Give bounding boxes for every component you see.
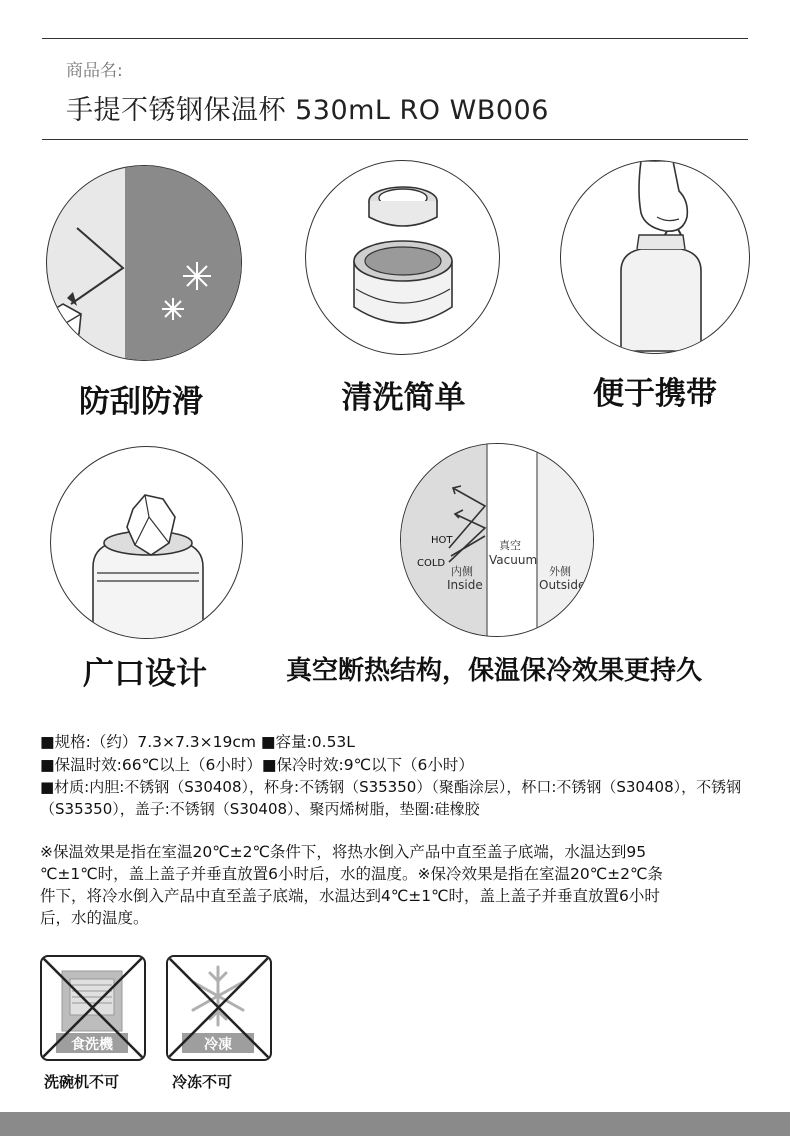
vacuum-insulation-icon [400,443,594,637]
note-line-2: ℃±1℃时，盖上盖子并垂直放置6小时后，水的温度。※保冷效果是指在室温20℃±2℃条 [40,865,663,883]
dishwasher-icon-text: 食洗機 [71,1037,113,1053]
vacuum-en-label: Vacuum [489,553,538,567]
footer-bar [0,1112,790,1136]
note-line-4: 后，水的温度。 [40,909,149,927]
inside-cn-label: 内侧 [451,565,473,578]
feature-label-clean: 清洗简单 [341,380,466,416]
feature-label-vacuum: 真空断热结构，保温保冷效果更持久 [286,656,703,686]
no-freezer-caption: 冷冻不可 [172,1073,233,1091]
scratch-resistant-icon [46,165,242,361]
product-name: 手提不锈钢保温杯 530mL RO WB006 [66,95,549,126]
note-line-1: ※保温效果是指在室温20℃±2℃条件下，将热水倒入产品中直至盖子底端，水温达到95 [40,843,647,861]
top-divider [42,38,748,39]
outside-cn-label: 外侧 [549,565,571,578]
feature-label-carry: 便于携带 [593,376,717,412]
freezer-icon-text: 冷凍 [204,1037,232,1053]
outside-en-label: Outside [539,578,586,592]
cold-label: COLD [417,558,446,569]
inside-en-label: Inside [447,578,483,592]
spec-size-capacity: ■规格:（约）7.3×7.3×19cm ■容量:0.53L [40,733,355,751]
easy-clean-lid-icon [305,160,500,355]
product-name-label: 商品名: [66,61,123,81]
wide-mouth-icon [50,446,243,639]
header-divider [42,139,748,140]
spec-material: ■材质:内胆:不锈钢（S30408），杯身:不锈钢（S35350）（聚酯涂层），杯口:不锈钢（S30408），不锈钢 [40,778,742,796]
feature-label-wide-mouth: 广口设计 [83,656,207,692]
no-dishwasher-caption: 洗碗机不可 [44,1073,120,1091]
no-freezer-icon [166,955,272,1061]
note-line-3: 件下，将冷水倒入产品中直至盖子底端，水温达到4℃±1℃时，盖上盖子并垂直放置6小时 [40,887,660,905]
feature-label-scratch: 防刮防滑 [79,384,203,420]
vacuum-cn-label: 真空 [499,539,521,552]
carry-handle-icon [560,160,750,354]
no-dishwasher-icon [40,955,146,1061]
hot-label: HOT [431,535,453,546]
spec-material-cont: （S35350），盖子:不锈钢（S30408）、聚丙烯树脂，垫圈:硅橡胶 [40,800,480,818]
spec-temperature: ■保温时效:66℃以上（6小时）■保冷时效:9℃以下（6小时） [40,756,474,774]
